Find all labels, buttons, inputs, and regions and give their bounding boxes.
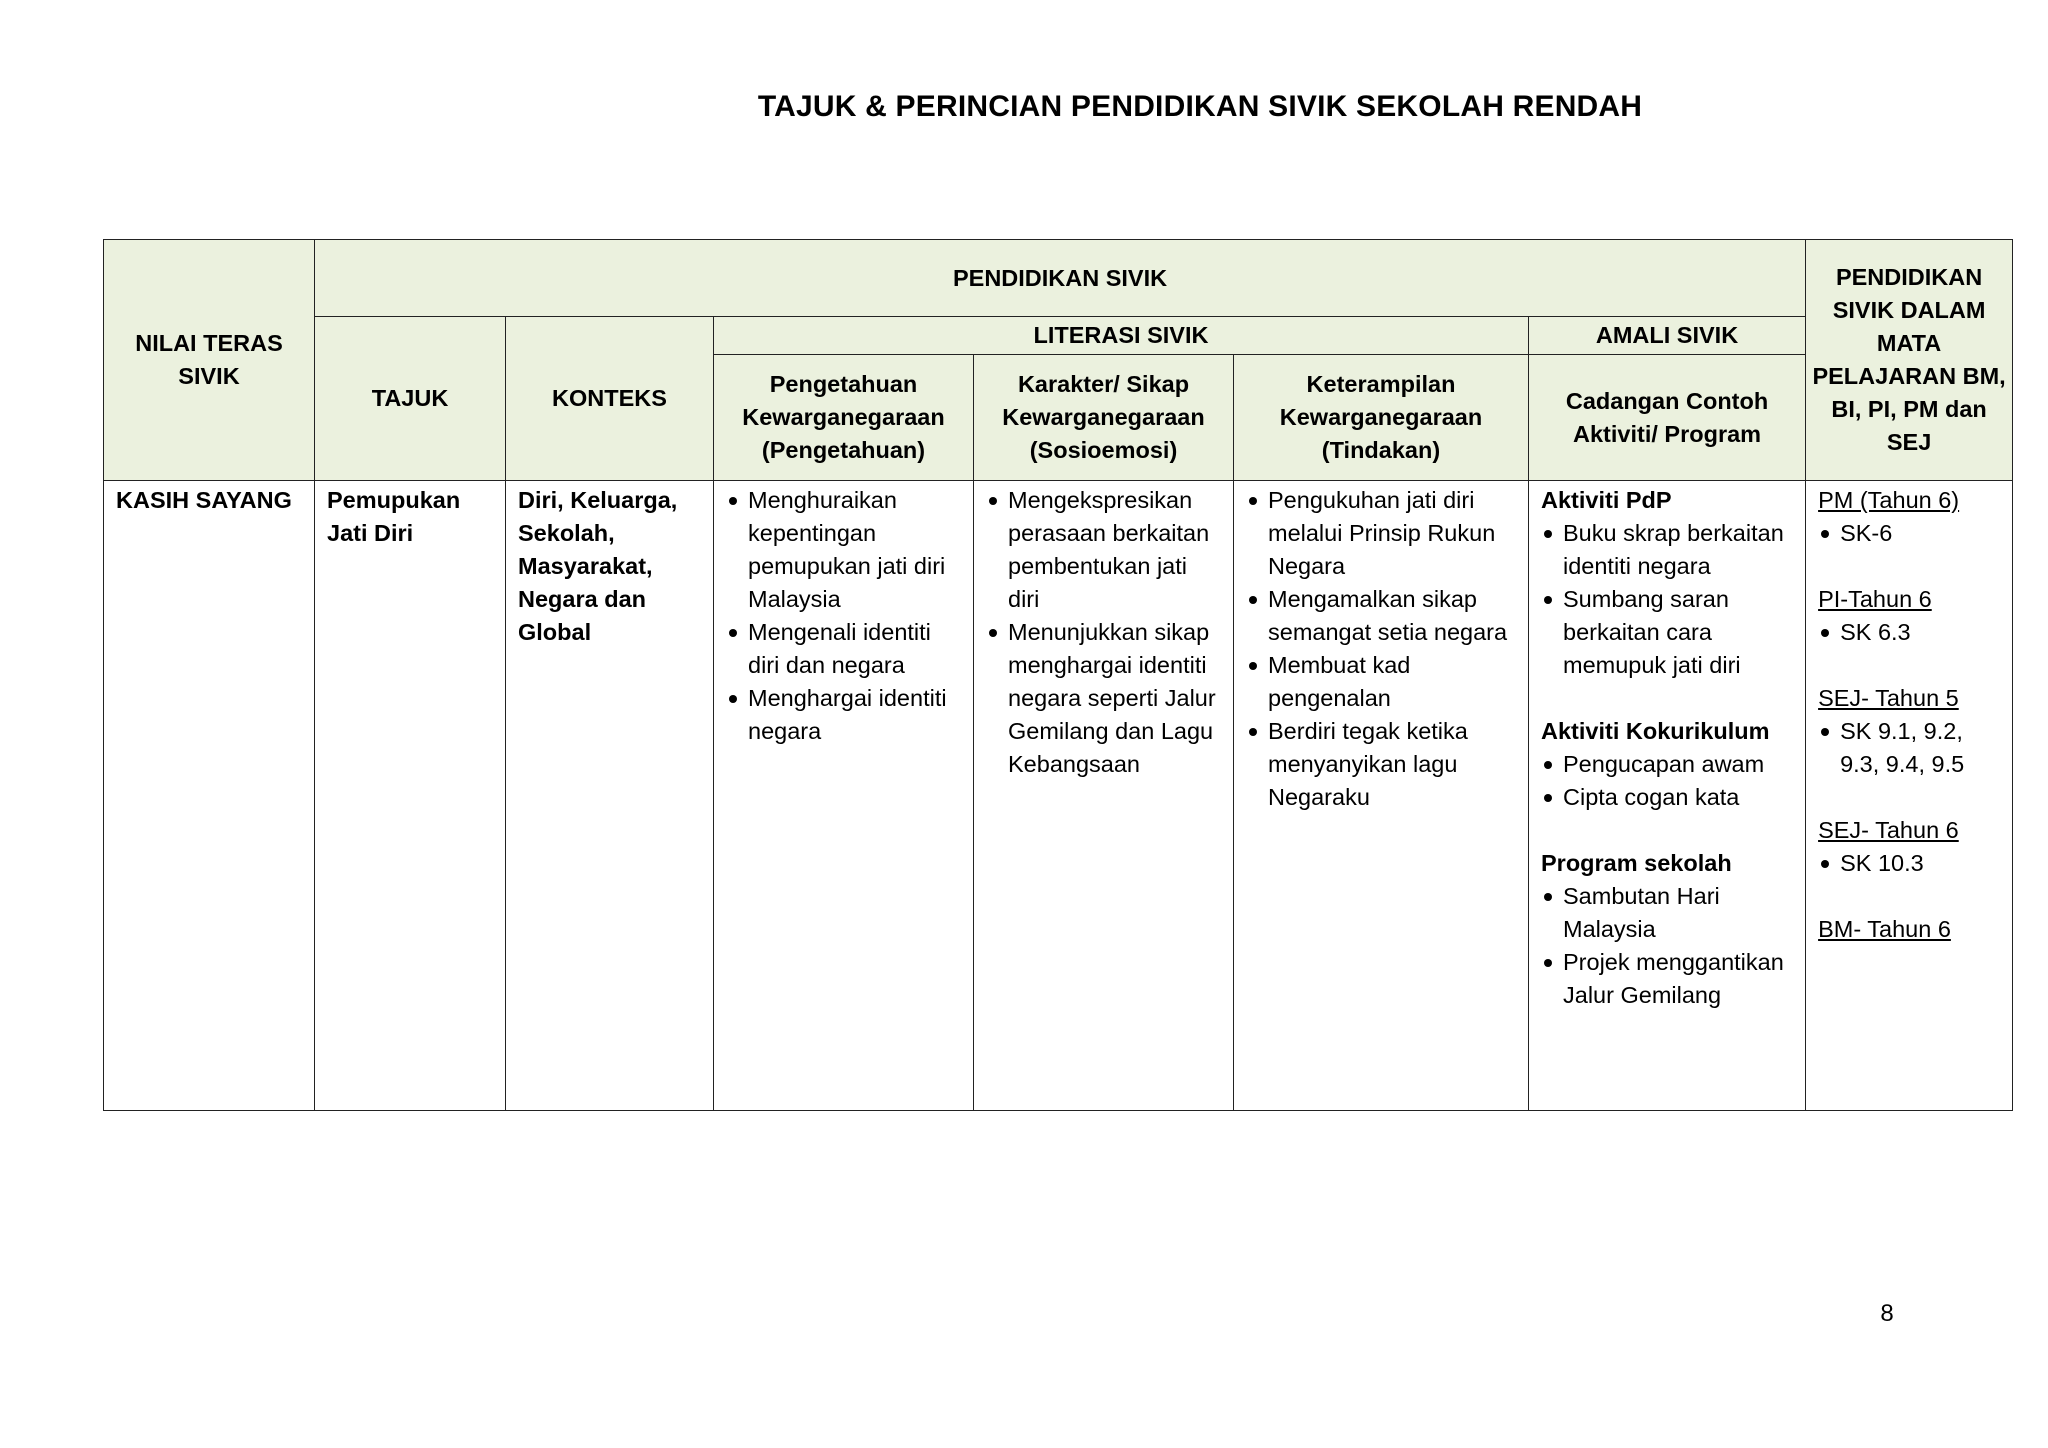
cell-mata-pelajaran (1806, 481, 2013, 1111)
list-item: SK 10.3 (1818, 847, 2000, 880)
pi-list (1818, 616, 2000, 649)
program-list (1541, 880, 1793, 1012)
list-item: Menghuraikan kepentingan pemupukan jati diri Malaysia (726, 484, 961, 616)
program-title: Program sekolah (1541, 850, 1732, 876)
sej6-title: SEJ- Tahun 6 (1818, 817, 1959, 843)
header-nilai-teras: NILAI TERAS SIVIK (104, 240, 315, 481)
header-keterampilan: Keterampilan Kewarganegaraan (Tindakan) (1234, 355, 1529, 481)
pdp-list (1541, 517, 1793, 682)
table-row (104, 481, 2013, 1111)
list-item: SK 9.1, 9.2, 9.3, 9.4, 9.5 (1818, 715, 2000, 781)
header-amali-sivik: AMALI SIVIK (1529, 317, 1806, 355)
cell-cadangan (1529, 481, 1806, 1111)
bm-title: BM- Tahun 6 (1818, 916, 1951, 942)
header-row-1 (104, 240, 2013, 317)
header-row-2 (104, 317, 2013, 355)
list-item: Mengekspresikan perasaan berkaitan pembentukan jati diri (986, 484, 1221, 616)
pi-title: PI-Tahun 6 (1818, 586, 1932, 612)
sej6-list (1818, 847, 2000, 880)
cell-nilai: KASIH SAYANG (104, 481, 315, 1111)
list-item: Mengenali identiti diri dan negara (726, 616, 961, 682)
header-karakter: Karakter/ Sikap Kewarganegaraan (Sosioemosi) (974, 355, 1234, 481)
header-cadangan: Cadangan Contoh Aktiviti/ Program (1529, 355, 1806, 481)
header-pengetahuan: Pengetahuan Kewarganegaraan (Pengetahuan) (714, 355, 974, 481)
sej5-title: SEJ- Tahun 5 (1818, 685, 1959, 711)
pm-title: PM (Tahun 6) (1818, 487, 1960, 513)
pm-list (1818, 517, 2000, 550)
list-item: Sambutan Hari Malaysia (1541, 880, 1793, 946)
list-item: Sumbang saran berkaitan cara memupuk jati diri (1541, 583, 1793, 682)
cell-pengetahuan (714, 481, 974, 1111)
list-item: Pengukuhan jati diri melalui Prinsip Rukun Negara (1246, 484, 1516, 583)
cell-konteks: Diri, Keluarga, Sekolah, Masyarakat, Negara dan Global (506, 481, 714, 1111)
karakter-list (986, 484, 1221, 781)
cell-tajuk: Pemupukan Jati Diri (315, 481, 506, 1111)
list-item: Mengamalkan sikap semangat setia negara (1246, 583, 1516, 649)
header-tajuk: TAJUK (315, 317, 506, 481)
koku-title: Aktiviti Kokurikulum (1541, 718, 1770, 744)
list-item: Menunjukkan sikap menghargai identiti negara seperti Jalur Gemilang dan Lagu Kebangsaan (986, 616, 1221, 781)
list-item: Projek menggantikan Jalur Gemilang (1541, 946, 1793, 1012)
pengetahuan-list (726, 484, 961, 748)
pdp-title: Aktiviti PdP (1541, 487, 1672, 513)
header-pendidikan-sivik: PENDIDIKAN SIVIK (315, 240, 1806, 317)
header-konteks: KONTEKS (506, 317, 714, 481)
header-literasi-sivik: LITERASI SIVIK (714, 317, 1529, 355)
list-item: Membuat kad pengenalan (1246, 649, 1516, 715)
header-mata-pelajaran: PENDIDIKAN SIVIK DALAM MATA PELAJARAN BM, BI, PI, PM dan SEJ (1806, 240, 2013, 481)
list-item: SK 6.3 (1818, 616, 2000, 649)
civics-table (103, 239, 2013, 1111)
document-title: TAJUK & PERINCIAN PENDIDIKAN SIVIK SEKOLAH RENDAH (757, 90, 1643, 123)
sej5-list (1818, 715, 2000, 781)
list-item: Berdiri tegak ketika menyanyikan lagu Negaraku (1246, 715, 1516, 814)
page-number: 8 (1880, 1300, 1894, 1327)
cell-keterampilan (1234, 481, 1529, 1111)
list-item: Buku skrap berkaitan identiti negara (1541, 517, 1793, 583)
list-item: Cipta cogan kata (1541, 781, 1793, 814)
keterampilan-list (1246, 484, 1516, 814)
list-item: Pengucapan awam (1541, 748, 1793, 781)
list-item: Menghargai identiti negara (726, 682, 961, 748)
koku-list (1541, 748, 1793, 814)
list-item: SK-6 (1818, 517, 2000, 550)
cell-karakter (974, 481, 1234, 1111)
